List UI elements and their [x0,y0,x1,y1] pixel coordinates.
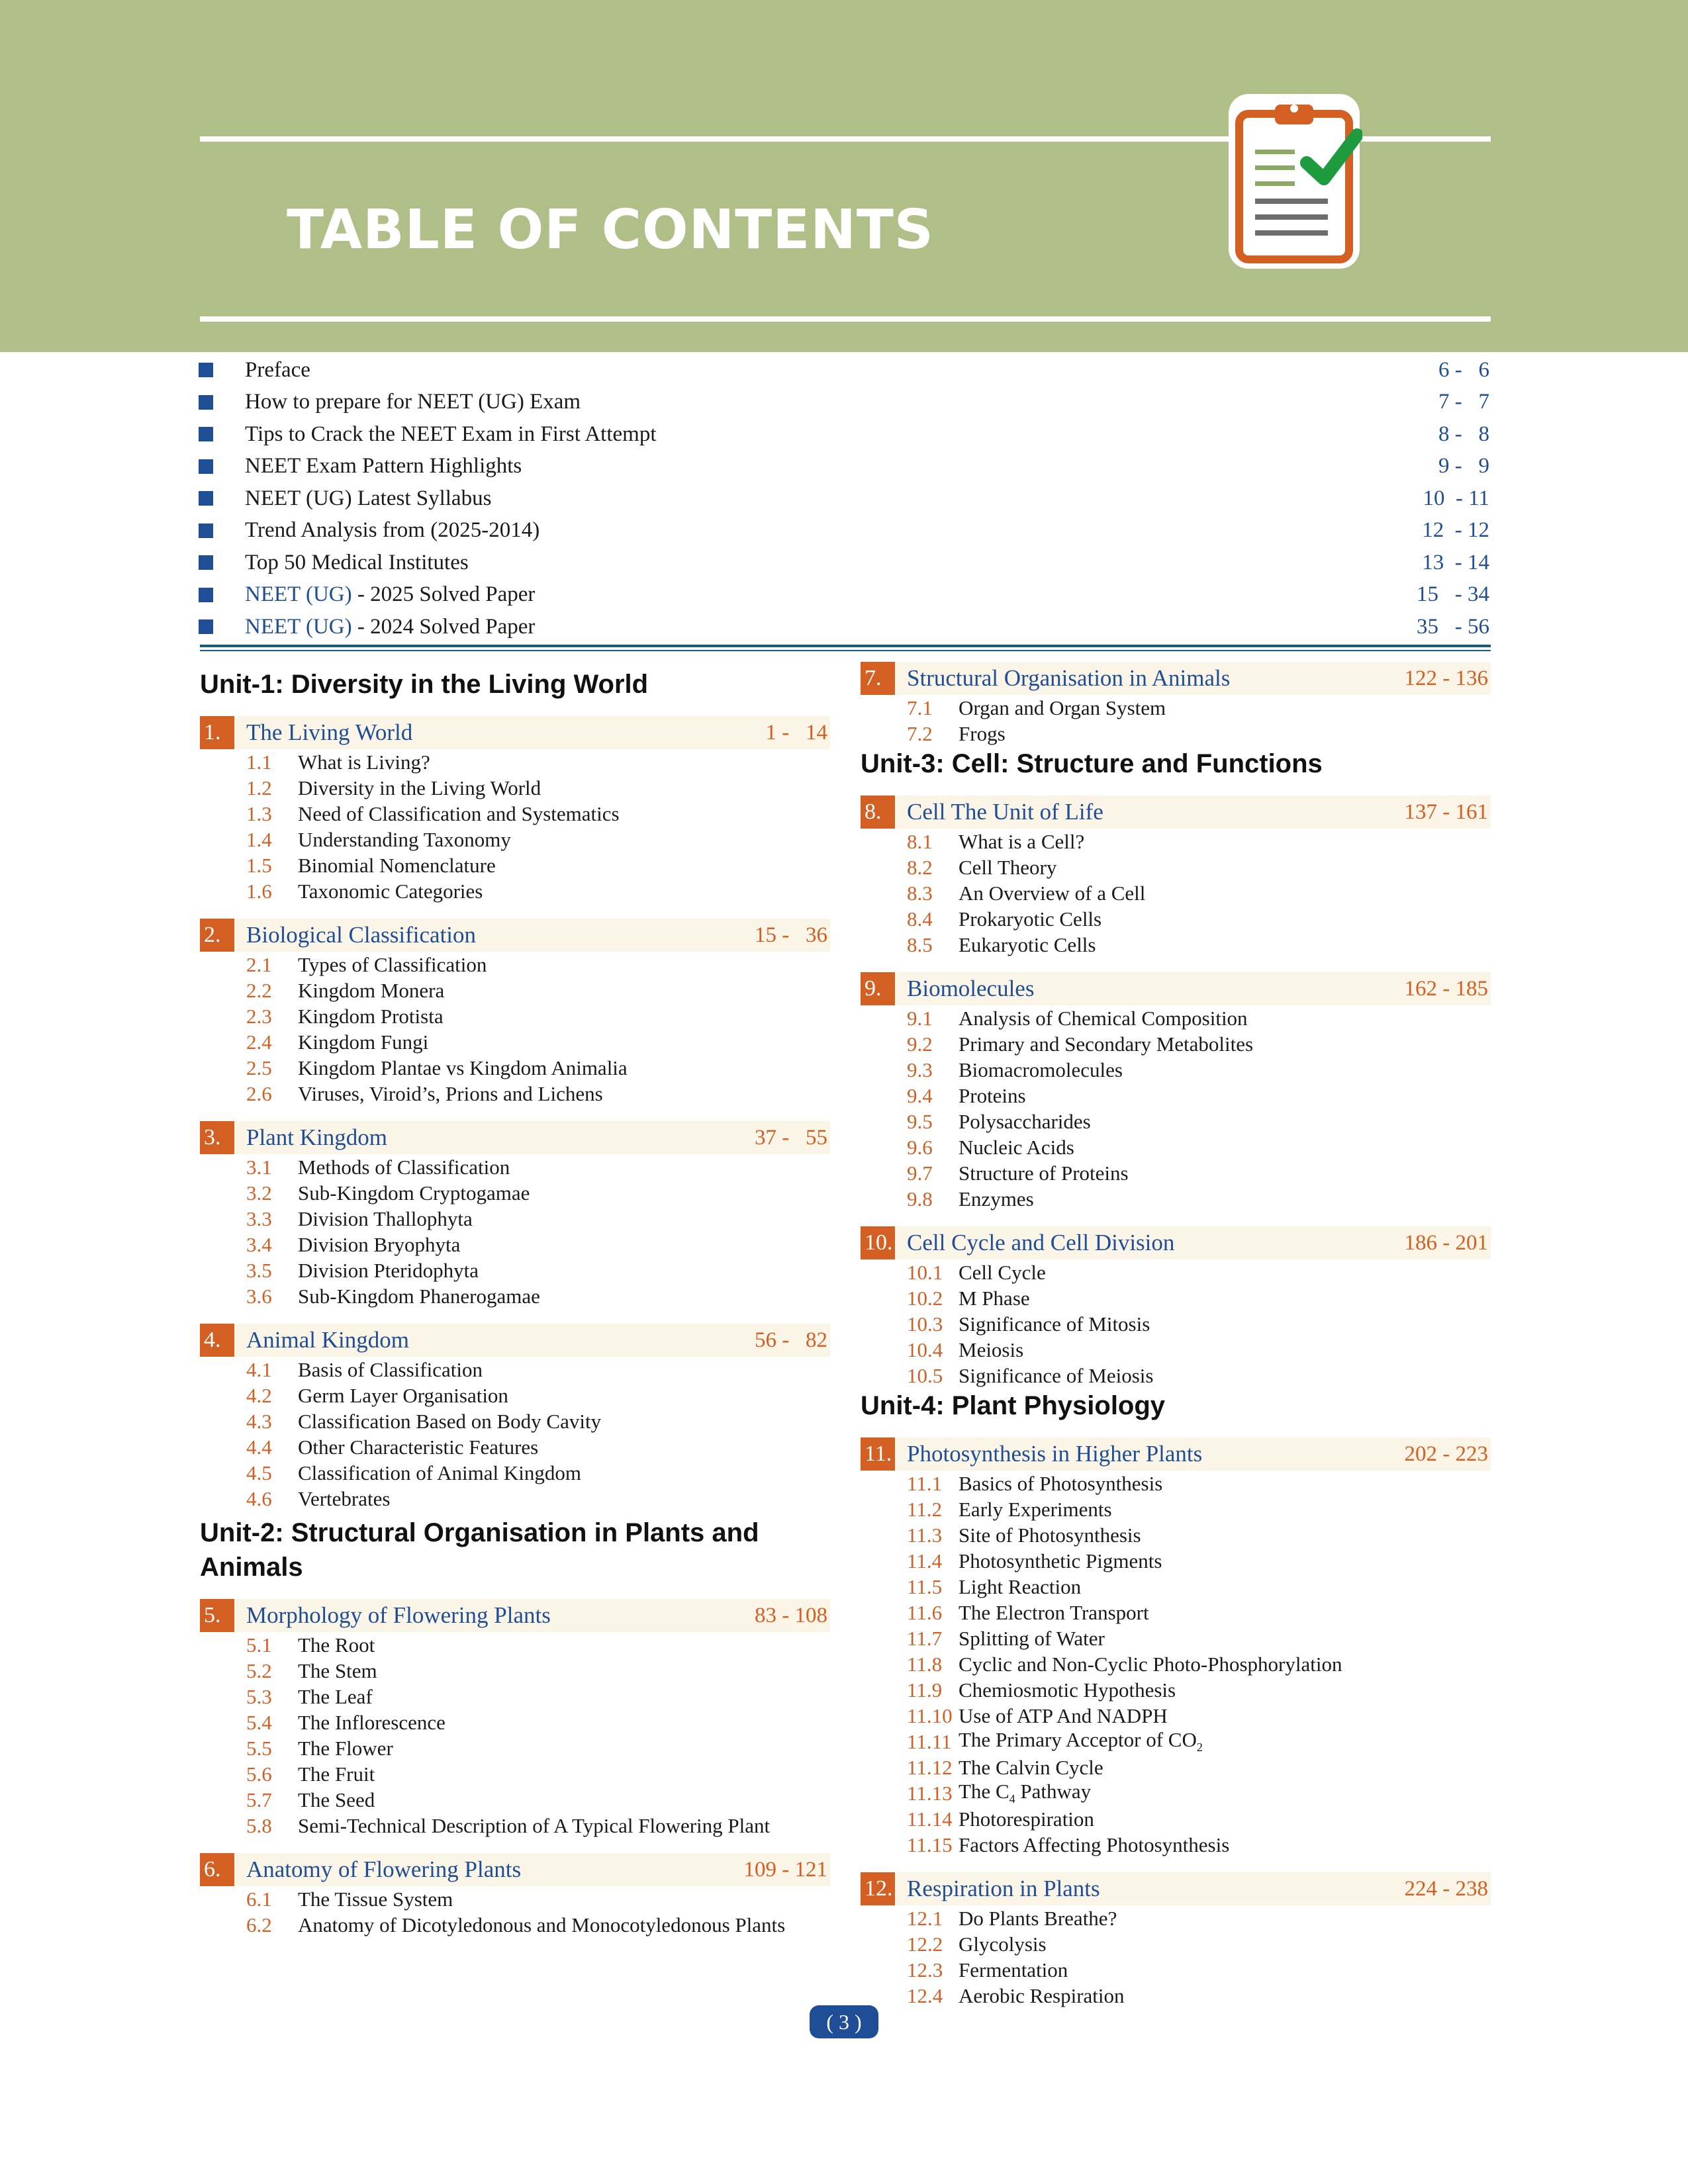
topic-item[interactable]: 5.6 The Fruit [246,1762,375,1786]
topic-item[interactable]: 10.2 M Phase [907,1286,1030,1310]
topic-item[interactable]: 7.2 Frogs [907,721,1006,745]
chapter-1-topics [200,749,830,904]
topic-item[interactable]: 1.6 Taxonomic Categories [246,879,483,903]
square-bullet-icon [199,427,213,441]
topic-item[interactable]: 1.4 Understanding Taxonomy [246,827,511,851]
topic-item[interactable]: 8.4 Prokaryotic Cells [907,907,1102,931]
topic-item[interactable]: 3.2 Sub-Kingdom Cryptogamae [246,1181,530,1205]
topic-item[interactable]: 5.2 The Stem [246,1659,377,1682]
topic-item[interactable]: 4.6 Vertebrates [246,1486,391,1510]
chapter-12-topics [861,1905,1491,2009]
topic-item[interactable]: 5.3 The Leaf [246,1684,373,1708]
topic-item[interactable]: 9.4 Proteins [907,1083,1026,1107]
topic-item[interactable]: 12.3 Fermentation [907,1958,1068,1981]
chapter-1[interactable]: 1. The Living World 1 - 14 [200,716,830,749]
intro-item[interactable]: NEET (UG) - 2024 Solved Paper 35 - 56 [199,611,1489,643]
intro-item[interactable]: NEET (UG) Latest Syllabus 10 - 11 [199,482,1489,515]
topic-item[interactable]: 5.7 The Seed [246,1788,375,1811]
topic-item[interactable]: 8.3 An Overview of a Cell [907,881,1146,905]
topic-item[interactable]: 5.4 The Inflorescence [246,1710,445,1734]
chapter-7[interactable]: 7. Structural Organisation in Animals 122 - 136 [861,662,1491,695]
unit-heading: Unit-2: Structural Organisation in Plants and Animals [200,1518,759,1582]
topic-item[interactable]: 2.6 Viruses, Viroid’s, Prions and Lichens [246,1081,603,1105]
divider-rule [200,645,1491,647]
chapter-4-topics [200,1357,830,1512]
topic-item[interactable]: 4.3 Classification Based on Body Cavity [246,1409,602,1433]
topic-item[interactable]: 11.5 Light Reaction [907,1574,1082,1598]
topic-item[interactable]: 8.2 Cell Theory [907,855,1057,879]
topic-item[interactable]: 2.5 Kingdom Plantae vs Kingdom Animalia [246,1056,628,1079]
unit-heading: Unit-1: Diversity in the Living World [200,670,649,699]
chapter-3-topics [200,1154,830,1309]
chapter-2[interactable]: 2. Biological Classification 15 - 36 [200,919,830,952]
chapter-8[interactable]: 8. Cell The Unit of Life 137 - 161 [861,796,1491,829]
intro-list [199,354,1489,643]
unit-heading: Unit-4: Plant Physiology [861,1391,1166,1420]
chapter-10-topics [861,1259,1491,1388]
toc-left-column [200,663,830,1938]
chapter-10[interactable]: 10. Cell Cycle and Cell Division 186 - 201 [861,1226,1491,1259]
topic-item[interactable]: 11.4 Photosynthetic Pigments [907,1549,1162,1572]
intro-item[interactable]: Tips to Crack the NEET Exam in First Attempt 8 - 8 [199,418,1489,451]
chapter-9-topics [861,1005,1491,1212]
intro-item[interactable]: NEET Exam Pattern Highlights 9 - 9 [199,451,1489,483]
topic-item[interactable]: 2.3 Kingdom Protista [246,1004,444,1028]
topic-item[interactable]: 5.1 The Root [246,1633,375,1657]
topic-item[interactable]: 11.13 The $C_4$ Pathway [907,1780,1092,1806]
chapter-3[interactable]: 3. Plant Kingdom 37 - 55 [200,1121,830,1154]
chapter-8-topics [861,829,1491,958]
topic-item[interactable]: 11.9 Chemiosmotic Hypothesis [907,1678,1176,1702]
topic-item[interactable]: 2.4 Kingdom Fungi [246,1030,429,1054]
chapter-12[interactable]: 12. Respiration in Plants 224 - 238 [861,1872,1491,1905]
topic-item[interactable]: 9.2 Primary and Secondary Metabolites [907,1032,1254,1056]
intro-item[interactable]: Trend Analysis from (2025-2014) 12 - 12 [199,515,1489,547]
topic-item[interactable]: 3.4 Division Bryophyta [246,1232,461,1256]
topic-item[interactable]: 1.3 Need of Classification and Systematics [246,801,620,825]
topic-item[interactable]: 11.12 The Calvin Cycle [907,1755,1103,1779]
square-bullet-icon [199,491,213,506]
chapter-9[interactable]: 9. Biomolecules 162 - 185 [861,972,1491,1005]
chapter-11[interactable]: 11. Photosynthesis in Higher Plants 202 - 223 [861,1437,1491,1471]
topic-item[interactable]: 4.2 Germ Layer Organisation [246,1383,508,1407]
clipboard-checklist-icon [1226,91,1362,271]
topic-item[interactable]: 4.5 Classification of Animal Kingdom [246,1461,581,1484]
topic-item[interactable]: 11.1 Basics of Photosynthesis [907,1471,1163,1495]
intro-item[interactable]: How to prepare for NEET (UG) Exam 7 - 7 [199,387,1489,419]
topic-item[interactable]: 6.1 The Tissue System [246,1887,453,1911]
topic-item[interactable]: 6.2 Anatomy of Dicotyledonous and Monocotyledonous Plants [246,1913,786,1936]
topic-item[interactable]: 8.1 What is a Cell? [907,829,1085,853]
square-bullet-icon [199,619,213,634]
topic-item[interactable]: 1.2 Diversity in the Living World [246,776,541,799]
topic-item[interactable]: 9.6 Nucleic Acids [907,1135,1074,1159]
topic-item[interactable]: 1.5 Binomial Nomenclature [246,853,496,877]
topic-item[interactable]: 10.1 Cell Cycle [907,1260,1046,1284]
toc-right-column [861,662,1491,2009]
topic-item[interactable]: 11.2 Early Experiments [907,1497,1112,1521]
topic-item[interactable]: 11.14 Photorespiration [907,1807,1094,1831]
intro-item[interactable]: Preface 6 - 6 [199,354,1489,387]
topic-item[interactable]: 11.6 The Electron Transport [907,1600,1149,1624]
topic-item[interactable]: 10.3 Significance of Mitosis [907,1312,1150,1336]
chapter-11-topics [861,1471,1491,1858]
header-band [0,0,1688,352]
topic-item[interactable]: 10.4 Meiosis [907,1338,1024,1361]
topic-item[interactable]: 9.7 Structure of Proteins [907,1161,1129,1185]
square-bullet-icon [199,523,213,538]
topic-item[interactable]: 3.5 Division Pteridophyta [246,1258,479,1282]
topic-item[interactable]: 8.5 Eukaryotic Cells [907,933,1096,956]
square-bullet-icon [199,459,213,474]
unit-heading: Unit-3: Cell: Structure and Functions [861,749,1323,778]
topic-item[interactable]: 9.5 Polysaccharides [907,1109,1091,1133]
page-title: TABLE OF CONTENTS [287,199,934,261]
topic-item[interactable]: 9.1 Analysis of Chemical Composition [907,1006,1248,1030]
topic-item[interactable]: 11.8 Cyclic and Non-Cyclic Photo-Phosphorylation [907,1652,1342,1676]
topic-item[interactable]: 12.4 Aerobic Respiration [907,1983,1125,2007]
chapter-6[interactable]: 6. Anatomy of Flowering Plants 109 - 121 [200,1853,830,1886]
square-bullet-icon [199,395,213,410]
topic-item[interactable]: 11.10 Use of ATP And NADPH [907,1704,1168,1727]
topic-item[interactable]: 11.15 Factors Affecting Photosynthesis [907,1833,1230,1856]
topic-item[interactable]: 2.1 Types of Classification [246,952,487,976]
chapter-7-topics [861,695,1491,747]
topic-item[interactable]: 11.7 Splitting of Water [907,1626,1105,1650]
square-bullet-icon [199,588,213,602]
topic-item[interactable]: 9.3 Biomacromolecules [907,1058,1123,1081]
topic-item[interactable]: 3.1 Methods of Classification [246,1155,510,1179]
divider-rule-thin [200,650,1491,651]
topic-item[interactable]: 12.2 Glycolysis [907,1932,1047,1956]
topic-item[interactable]: 11.11 The Primary Acceptor of $CO_2$ [907,1728,1203,1754]
topic-item[interactable]: 9.8 Enzymes [907,1187,1034,1210]
chapter-5-topics [200,1632,830,1839]
intro-item[interactable]: NEET (UG) - 2025 Solved Paper 15 - 34 [199,579,1489,612]
topic-item[interactable]: 12.1 Do Plants Breathe? [907,1906,1117,1930]
topic-item[interactable]: 4.4 Other Characteristic Features [246,1435,539,1459]
topic-item[interactable]: 4.1 Basis of Classification [246,1357,483,1381]
topic-item[interactable]: 1.1 What is Living? [246,750,430,774]
topic-item[interactable]: 7.1 Organ and Organ System [907,696,1166,719]
page-number-badge: ( 3 ) [810,2005,878,2038]
chapter-6-topics [200,1886,830,1938]
square-bullet-icon [199,555,213,570]
topic-item[interactable]: 3.3 Division Thallophyta [246,1206,473,1230]
chapter-5[interactable]: 5. Morphology of Flowering Plants 83 - 108 [200,1599,830,1632]
topic-item[interactable]: 11.3 Site of Photosynthesis [907,1523,1141,1547]
topic-item[interactable]: 10.5 Significance of Meiosis [907,1363,1154,1387]
header-bottom-rule [200,316,1491,322]
topic-item[interactable]: 3.6 Sub-Kingdom Phanerogamae [246,1284,540,1308]
square-bullet-icon [199,363,213,377]
intro-item[interactable]: Top 50 Medical Institutes 13 - 14 [199,547,1489,579]
topic-item[interactable]: 5.5 The Flower [246,1736,393,1760]
topic-item[interactable]: 2.2 Kingdom Monera [246,978,445,1002]
chapter-4[interactable]: 4. Animal Kingdom 56 - 82 [200,1324,830,1357]
chapter-2-topics [200,952,830,1107]
topic-item[interactable]: 5.8 Semi-Technical Description of A Typical Flowering Plant [246,1813,771,1837]
